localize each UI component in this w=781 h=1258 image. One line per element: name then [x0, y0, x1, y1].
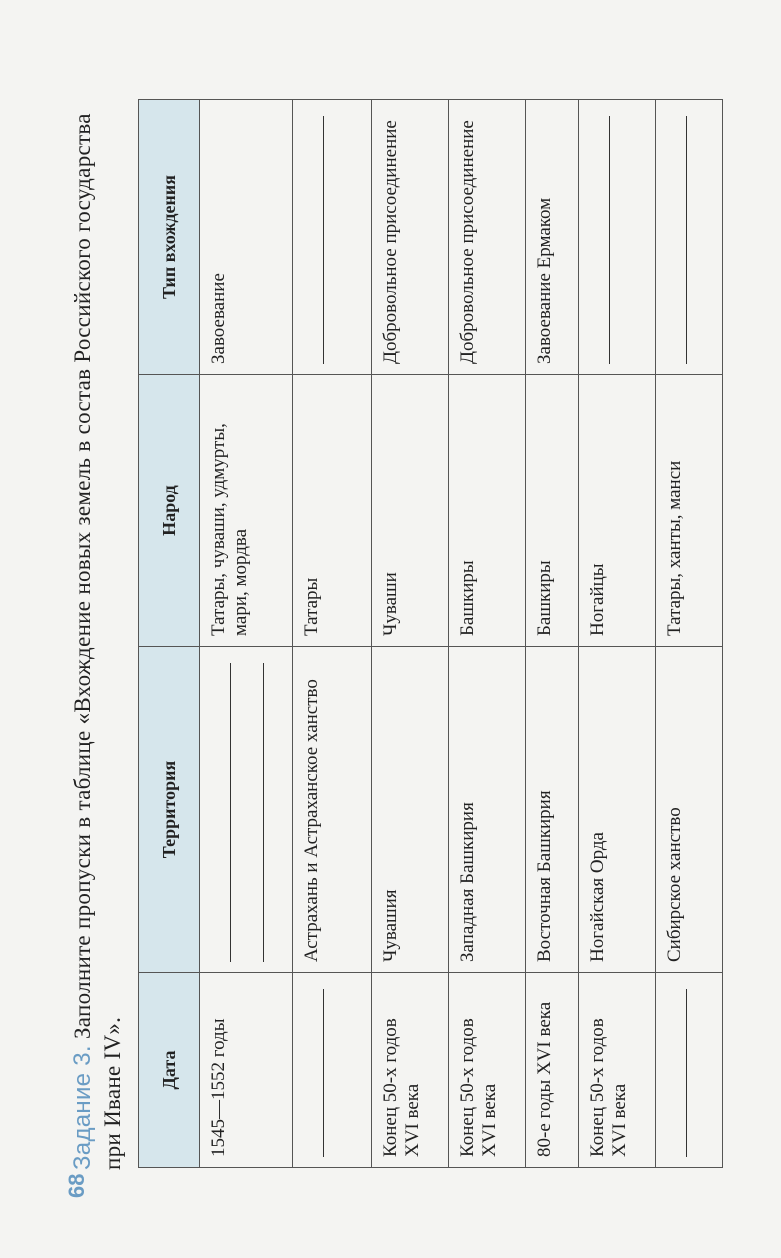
table-row	[372, 100, 449, 1168]
header-date: Дата	[139, 973, 200, 1168]
cell-people: Башкиры	[526, 375, 579, 647]
cell-type	[656, 100, 723, 375]
page-number: 68	[64, 1173, 89, 1198]
cell-people: Татары, ханты, манси	[656, 375, 723, 647]
cell-people: Ногайцы	[579, 375, 656, 647]
table-row	[526, 100, 579, 1168]
cell-date: Конец 50-х годов XVI века	[449, 973, 526, 1168]
task-label: Задание 3.	[69, 1045, 96, 1170]
table-row	[656, 100, 723, 1168]
table-header-row	[139, 100, 200, 1168]
cell-date: Конец 50-х годов XVI века	[579, 973, 656, 1168]
fill-in-blank[interactable]	[664, 989, 687, 1157]
task-text: Заполните пропуски в таблице «Вхождение новых земель в состав Российского государства при Иване IV».	[70, 113, 125, 1170]
table-row	[200, 100, 293, 1168]
cell-territory: Восточная Башкирия	[526, 647, 579, 973]
cell-people: Татары, чуваши, удмурты, мари, мордва	[200, 375, 293, 647]
table-row	[579, 100, 656, 1168]
header-people: Народ	[139, 375, 200, 647]
cell-people: Чуваши	[372, 375, 449, 647]
cell-date: Конец 50-х годов XVI века	[372, 973, 449, 1168]
cell-date: 80-е годы XVI века	[526, 973, 579, 1168]
table-row	[449, 100, 526, 1168]
cell-type	[579, 100, 656, 375]
fill-in-blank[interactable]	[587, 116, 610, 364]
cell-type: Завоевание	[200, 100, 293, 375]
cell-territory: Астрахань и Астраханское ханство	[293, 647, 372, 973]
fill-in-blank[interactable]	[241, 663, 264, 962]
territories-table	[138, 99, 723, 1168]
header-territory: Территория	[139, 647, 200, 973]
cell-type	[293, 100, 372, 375]
cell-territory: Ногайская Орда	[579, 647, 656, 973]
cell-date	[293, 973, 372, 1168]
cell-type: Завоевание Ермаком	[526, 100, 579, 375]
cell-people: Башкиры	[449, 375, 526, 647]
cell-territory: Чувашия	[372, 647, 449, 973]
task-statement	[68, 80, 128, 1170]
cell-people: Татары	[293, 375, 372, 647]
cell-date: 1545—1552 годы	[200, 973, 293, 1168]
fill-in-blank[interactable]	[301, 116, 324, 364]
cell-territory	[200, 647, 293, 973]
fill-in-blank[interactable]	[208, 663, 231, 962]
header-type: Тип вхождения	[139, 100, 200, 375]
cell-territory: Сибирское ханство	[656, 647, 723, 973]
cell-territory: Западная Башкирия	[449, 647, 526, 973]
cell-type: Добровольное присоединение	[372, 100, 449, 375]
fill-in-blank[interactable]	[301, 989, 324, 1157]
cell-type: Добровольное присоединение	[449, 100, 526, 375]
cell-date	[656, 973, 723, 1168]
fill-in-blank[interactable]	[664, 116, 687, 364]
table-row	[293, 100, 372, 1168]
